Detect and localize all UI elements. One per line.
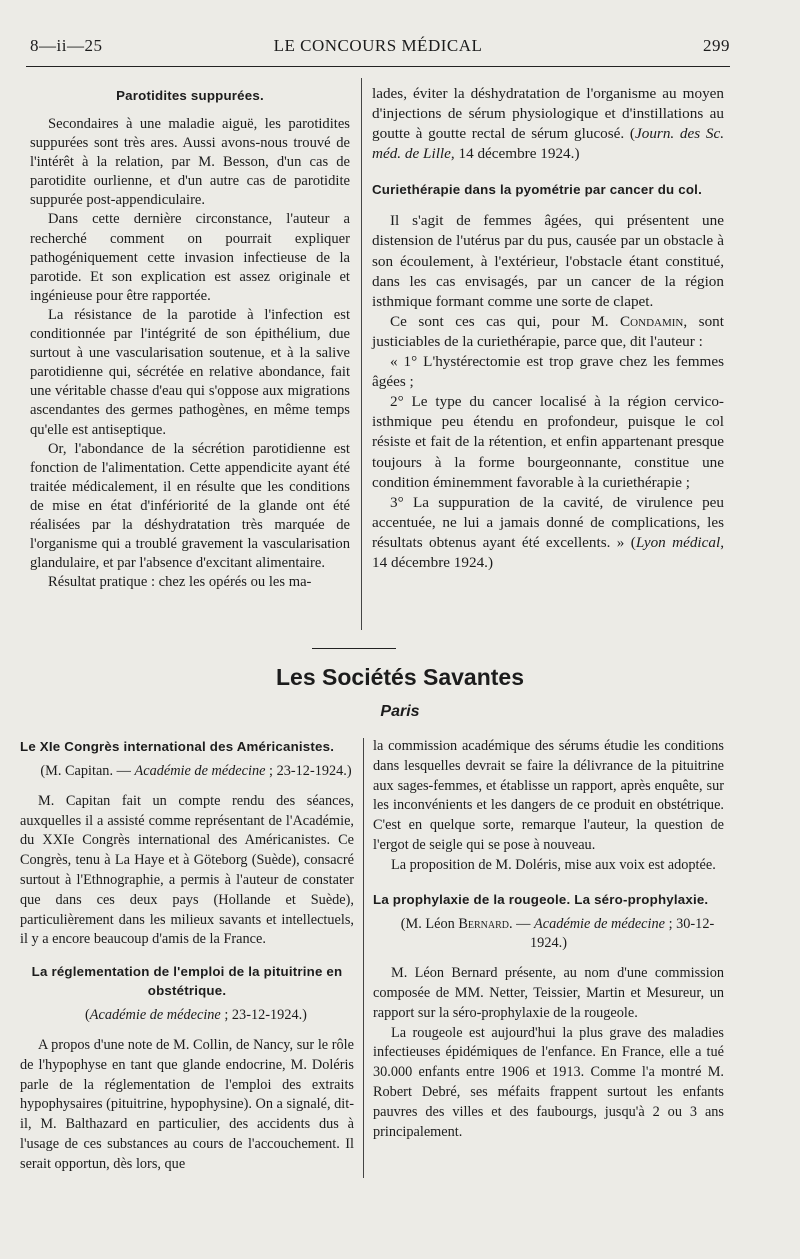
- paragraph: Or, l'abondance de la sécrétion parotidienne est fonction de l'alimentation. Cette appendicite ayant été traitée médicalement, il en résulte que les conditions de mise en état d'infériorité de la glande ont été réalisées par la déshydratation très marquée de l'organisme qui a troublé gravement la vascularisation glandulaire, et par l'absence d'excitant alimentaire.: [30, 440, 350, 572]
- paragraph: La rougeole est aujourd'hui la plus grave des maladies infectieuses épidémiques de l'enfance. En France, elle a tué 30.000 enfants entre 1906 et 1913. Comme l'a montré M. Robert Debré, ses méfaits frappent surtout les enfants pauvres des villes et des faubourgs, jusqu'à 2 ou 3 ans principalement.: [373, 1024, 724, 1140]
- reference: (M. Léon Bernard. — Académie de médecine ; 30-12-1924.): [400, 915, 715, 952]
- paragraph: la commission académique des sérums étudie les conditions dans lesquelles devrait se faire la délivrance de la pituitrine aux sages-femmes, et établisse un rapport, après enquête, sur les inconvénients et les dangers de ce produit en obstétrique. C'est en quelque sorte, remarque l'auteur, la question de l'ergot de seigle qui se pose à nouveau.: [373, 738, 724, 853]
- section-subtitle: Paris: [380, 703, 420, 720]
- journal-title: LE CONCOURS MÉDICAL: [273, 36, 483, 55]
- bottom-left-column: [20, 737, 354, 1175]
- top-right-column: [372, 84, 724, 573]
- running-header: [26, 36, 730, 62]
- paragraph: « 1° L'hystérectomie est trop grave chez les femmes âgées ;: [372, 353, 724, 391]
- header-rule: [26, 66, 730, 67]
- paragraph: Secondaires à une maladie aiguë, les parotidites suppurées sont très ares. Aussi avons-nous trouvé de l'intérêt à la relation, par M. Besson, d'un cas de parotidite ourlienne, et d'un autre cas de parotidite suppurée post-appendiculaire.: [30, 116, 350, 209]
- page-number: 299: [703, 36, 730, 55]
- heading-americanistes: Le XIe Congrès international des Américanistes.: [20, 739, 335, 754]
- column-divider: [363, 738, 364, 1178]
- paragraph: Ce sont ces cas qui, pour M. Condamin, sont justiciables de la curiethérapie, parce que, dit l'auteur :: [372, 312, 724, 350]
- paragraph: lades, éviter la déshydratation de l'organisme au moyen d'injections de sérum physiologique et d'instillations au goutte à goutte rectal de sérum glucosé. (Journ. des Sc. méd. de Lille, 14 décembre 1924.): [372, 85, 724, 163]
- bottom-right-column: [373, 737, 724, 1142]
- section-title: Les Sociétés Savantes: [275, 664, 525, 690]
- paragraph: Dans cette dernière circonstance, l'auteur a recherché comment on pourrait expliquer pathogéniquement cette invasion infectieuse de la parotide. Et son explication est assez originale et ingénieuse pour être rapportée.: [30, 211, 350, 304]
- issue-number: 8—ii—25: [30, 36, 103, 55]
- reference: (M. Capitan. — Académie de médecine ; 23-12-1924.): [40, 763, 352, 779]
- heading-rougeole: La prophylaxie de la rougeole. La séro-prophylaxie.: [373, 891, 709, 907]
- section-rule: [312, 648, 396, 649]
- heading-curietherapie: Curiethérapie dans la pyométrie par cancer du col.: [372, 182, 702, 198]
- heading-parotidites: Parotidites suppurées.: [116, 88, 264, 103]
- heading-pituitrine: La réglementation de l'emploi de la pituitrine en obstétrique.: [31, 964, 343, 999]
- paragraph: 2° Le type du cancer localisé à la région cervico-isthmique peu étendu en profondeur, puisque le col résiste et fait de la rétention, et enfin appartenant presque toujours à la forme bourgeonnante, constitue une condition éminemment favorable à la curiethérapie ;: [372, 393, 724, 491]
- paragraph: M. Léon Bernard présente, au nom d'une commission composée de MM. Netter, Teissier, Martin et Mesureur, un rapport sur la séro-prophylaxie de la rougeole.: [373, 965, 724, 1021]
- paragraph: La proposition de M. Doléris, mise aux voix est adoptée.: [391, 856, 716, 873]
- paragraph: Il s'agit de femmes âgées, qui présentent une distension de l'utérus par du pus, causée par un obstacle à son écoulement, à l'extérieur, l'obstacle étant constitué, dans les cas envisagés, par un cancer de la région isthmique formant comme une sorte de clapet.: [372, 212, 724, 310]
- column-divider: [361, 78, 362, 630]
- paragraph: M. Capitan fait un compte rendu des séances, auxquelles il a assisté comme représentant de l'Académie, du XXIe Congrès international des Américanistes. Ce Congrès, tenu à La Haye et à Göteborg (Suède), consacré surtout à l'Ethnographie, a permis à l'auteur de constater que dans ces deux pays (Hollande et Suède), particulièrement dans les milieux savants et intellectuels, il y a encore beaucoup d'amis de la France.: [20, 792, 354, 948]
- reference: (Académie de médecine ; 23-12-1924.): [85, 1007, 307, 1024]
- paragraph: Résultat pratique : chez les opérés ou les ma-: [48, 574, 312, 591]
- paragraph: A propos d'une note de M. Collin, de Nancy, sur le rôle de l'hypophyse en tant que glande endocrine, M. Doléris parle de la réglementation de l'emploi des extraits hypophysaires (pituitrine, hypophysine). On a signalé, dit-il, M. Balthazard en particulier, des accidents dus à l'usage de ces substances au cours de l'accouchement. Il serait opportun, dès lors, que: [20, 1036, 354, 1172]
- top-left-column: [30, 86, 350, 592]
- paragraph: 3° La suppuration de la cavité, de virulence peu accentuée, ne lui a jamais donné de complications, les résultats obtenus ayant été excellents. » (Lyon médical, 14 décembre 1924.): [372, 493, 725, 571]
- paragraph: La résistance de la parotide à l'infection est conditionnée par l'intégrité de son épithélium, due surtout à une vascularisation soutenue, et à la salive parotidienne qui, sécrétée en relative abondance, fait une véritable chasse d'eau qui s'oppose aux migrations ascendantes des germes pathogènes, en même temps qu'elle est antiseptique.: [30, 306, 350, 438]
